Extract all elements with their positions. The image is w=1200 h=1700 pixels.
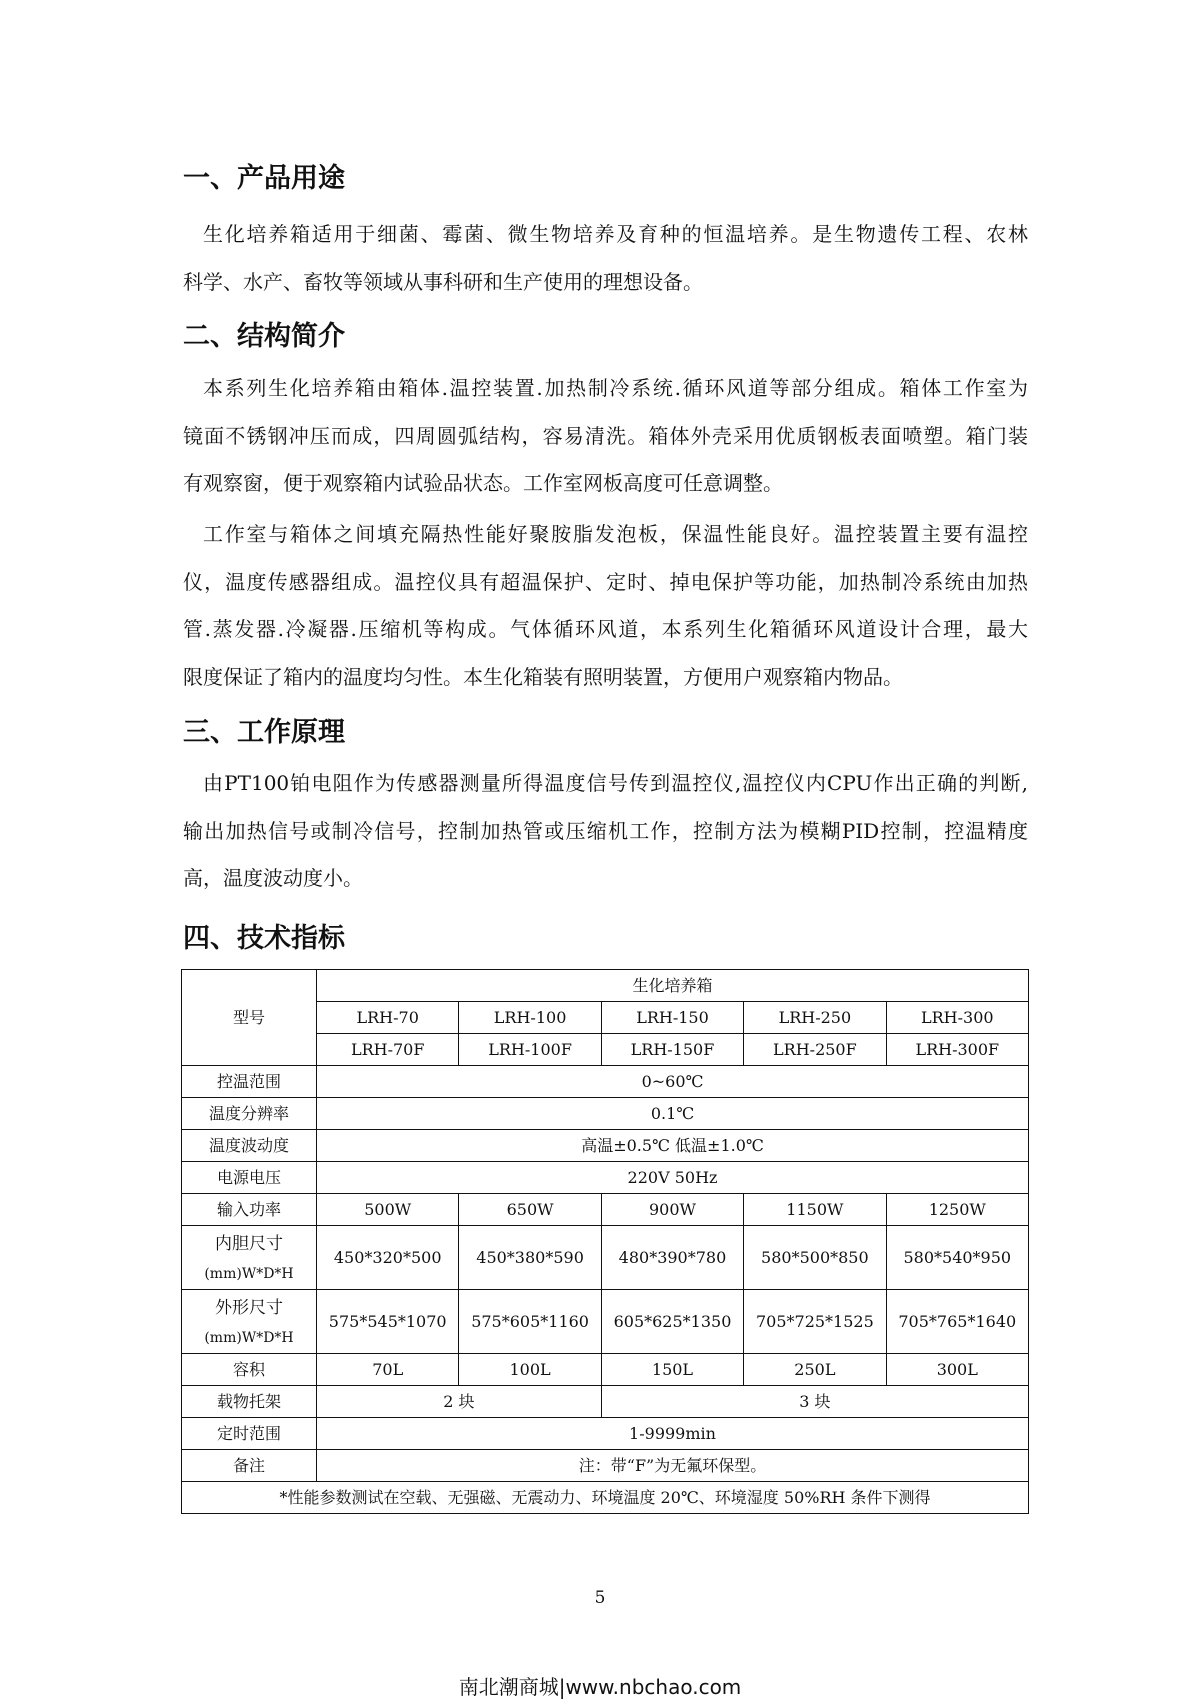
text-line: 本系列生化培养箱由箱体.温控装置.加热制冷系统.循环风道等部分组成。箱体工作室为 — [203, 376, 1028, 400]
cell: 150L — [601, 1354, 743, 1386]
label-text: 外形尺寸 — [215, 1297, 283, 1318]
cell: 705*725*1525 — [744, 1290, 886, 1354]
row-label: 温度分辨率 — [182, 1098, 317, 1130]
text-line: 高，温度波动度小。 — [183, 866, 363, 890]
row-value: 0.1℃ — [317, 1098, 1029, 1130]
heading-specs: 四、技术指标 — [183, 923, 345, 954]
cell: 605*625*1350 — [601, 1290, 743, 1354]
cell: 100L — [459, 1354, 601, 1386]
table-row-footnote — [182, 1482, 1029, 1514]
heading-product-use: 一、产品用途 — [183, 163, 345, 194]
row-value: 220V 50Hz — [317, 1162, 1029, 1194]
cell: 575*545*1070 — [317, 1290, 459, 1354]
table-row — [182, 1450, 1029, 1482]
label-unit: (mm)W*D*H — [204, 1329, 294, 1346]
cell: 1250W — [886, 1194, 1028, 1226]
cell: 900W — [601, 1194, 743, 1226]
model-cell: LRH-150 — [601, 1002, 743, 1034]
model-label: 型号 — [182, 970, 317, 1066]
cell: 650W — [459, 1194, 601, 1226]
row-label: 控温范围 — [182, 1066, 317, 1098]
label-unit: (mm)W*D*H — [204, 1265, 294, 1282]
text-line: 输出加热信号或制冷信号，控制加热管或压缩机工作，控制方法为模糊PID控制，控温精度 — [183, 818, 1028, 843]
row-label: 定时范围 — [182, 1418, 317, 1450]
row-label — [182, 1290, 317, 1354]
paragraph-product-use — [183, 211, 1028, 306]
cell: 450*320*500 — [317, 1226, 459, 1290]
text-line: 镜面不锈钢冲压而成，四周圆弧结构，容易清洗。箱体外壳采用优质钢板表面喷塑。箱门装 — [183, 423, 1028, 448]
cell: 450*380*590 — [459, 1226, 601, 1290]
paragraph-principle — [183, 760, 1028, 903]
cell: 500W — [317, 1194, 459, 1226]
cell: 705*765*1640 — [886, 1290, 1028, 1354]
text-line: 工作室与箱体之间填充隔热性能好聚胺脂发泡板，保温性能良好。温控装置主要有温控 — [203, 522, 1028, 546]
cell: 1150W — [744, 1194, 886, 1226]
text-line: 生化培养箱适用于细菌、霉菌、微生物培养及育种的恒温培养。是生物遗传工程、农林 — [203, 222, 1028, 246]
row-label: 电源电压 — [182, 1162, 317, 1194]
text-line: 由PT100铂电阻作为传感器测量所得温度信号传到温控仪,温控仪内CPU作出正确的判断, — [203, 771, 1028, 795]
cell: 70L — [317, 1354, 459, 1386]
footnote: *性能参数测试在空载、无强磁、无震动力、环境温度 20℃、环境湿度 50%RH 条件下测得 — [182, 1482, 1029, 1514]
heading-structure: 二、结构简介 — [183, 321, 345, 352]
row-label: 温度波动度 — [182, 1130, 317, 1162]
table-row — [182, 1066, 1029, 1098]
table-row — [182, 1386, 1029, 1418]
cell: 300L — [886, 1354, 1028, 1386]
cell: 480*390*780 — [601, 1226, 743, 1290]
model-cell: LRH-150F — [601, 1034, 743, 1066]
row-value: 注：带“F”为无氟环保型。 — [317, 1450, 1029, 1482]
row-label: 容积 — [182, 1354, 317, 1386]
model-cell: LRH-300F — [886, 1034, 1028, 1066]
row-value: 1-9999min — [317, 1418, 1029, 1450]
model-cell: LRH-100F — [459, 1034, 601, 1066]
table-row — [182, 1130, 1029, 1162]
cell: 3 块 — [601, 1386, 1028, 1418]
model-cell: LRH-250 — [744, 1002, 886, 1034]
page-number: 5 — [594, 1588, 606, 1608]
table-row — [182, 1226, 1029, 1290]
cell: 2 块 — [317, 1386, 602, 1418]
table-row — [182, 1354, 1029, 1386]
table-row — [182, 1290, 1029, 1354]
text-line: 仪，温度传感器组成。温控仪具有超温保护、定时、掉电保护等功能，加热制冷系统由加热 — [183, 569, 1028, 594]
cell: 580*500*850 — [744, 1226, 886, 1290]
heading-principle: 三、工作原理 — [183, 717, 345, 748]
model-cell: LRH-250F — [744, 1034, 886, 1066]
text-line: 有观察窗，便于观察箱内试验品状态。工作室网板高度可任意调整。 — [183, 471, 783, 495]
cell: 575*605*1160 — [459, 1290, 601, 1354]
paragraph-structure-1 — [183, 365, 1028, 508]
model-cell: LRH-100 — [459, 1002, 601, 1034]
row-value: 0~60℃ — [317, 1066, 1029, 1098]
table-row — [182, 1098, 1029, 1130]
text-line: 科学、水产、畜牧等领域从事科研和生产使用的理想设备。 — [183, 269, 703, 294]
table-row — [182, 1162, 1029, 1194]
footer-watermark: 南北潮商城|www.nbchao.com — [458, 1675, 742, 1699]
cell: 580*540*950 — [886, 1226, 1028, 1290]
row-label — [182, 1226, 317, 1290]
row-label: 载物托架 — [182, 1386, 317, 1418]
text-line: 管.蒸发器.冷凝器.压缩机等构成。气体循环风道，本系列生化箱循环风道设计合理，最大 — [183, 617, 1028, 641]
row-value: 高温±0.5℃ 低温±1.0℃ — [317, 1130, 1029, 1162]
table-row — [182, 1194, 1029, 1226]
model-cell: LRH-300 — [886, 1002, 1028, 1034]
model-cell: LRH-70 — [317, 1002, 459, 1034]
text-line: 限度保证了箱内的温度均匀性。本生化箱装有照明装置，方便用户观察箱内物品。 — [183, 664, 903, 689]
cell: 250L — [744, 1354, 886, 1386]
paragraph-structure-2 — [183, 511, 1028, 701]
label-text: 内胆尺寸 — [215, 1233, 283, 1254]
model-cell: LRH-70F — [317, 1034, 459, 1066]
product-name: 生化培养箱 — [317, 970, 1029, 1002]
row-label: 备注 — [182, 1450, 317, 1482]
row-label: 输入功率 — [182, 1194, 317, 1226]
table-row — [182, 1418, 1029, 1450]
spec-table — [181, 969, 1029, 1514]
